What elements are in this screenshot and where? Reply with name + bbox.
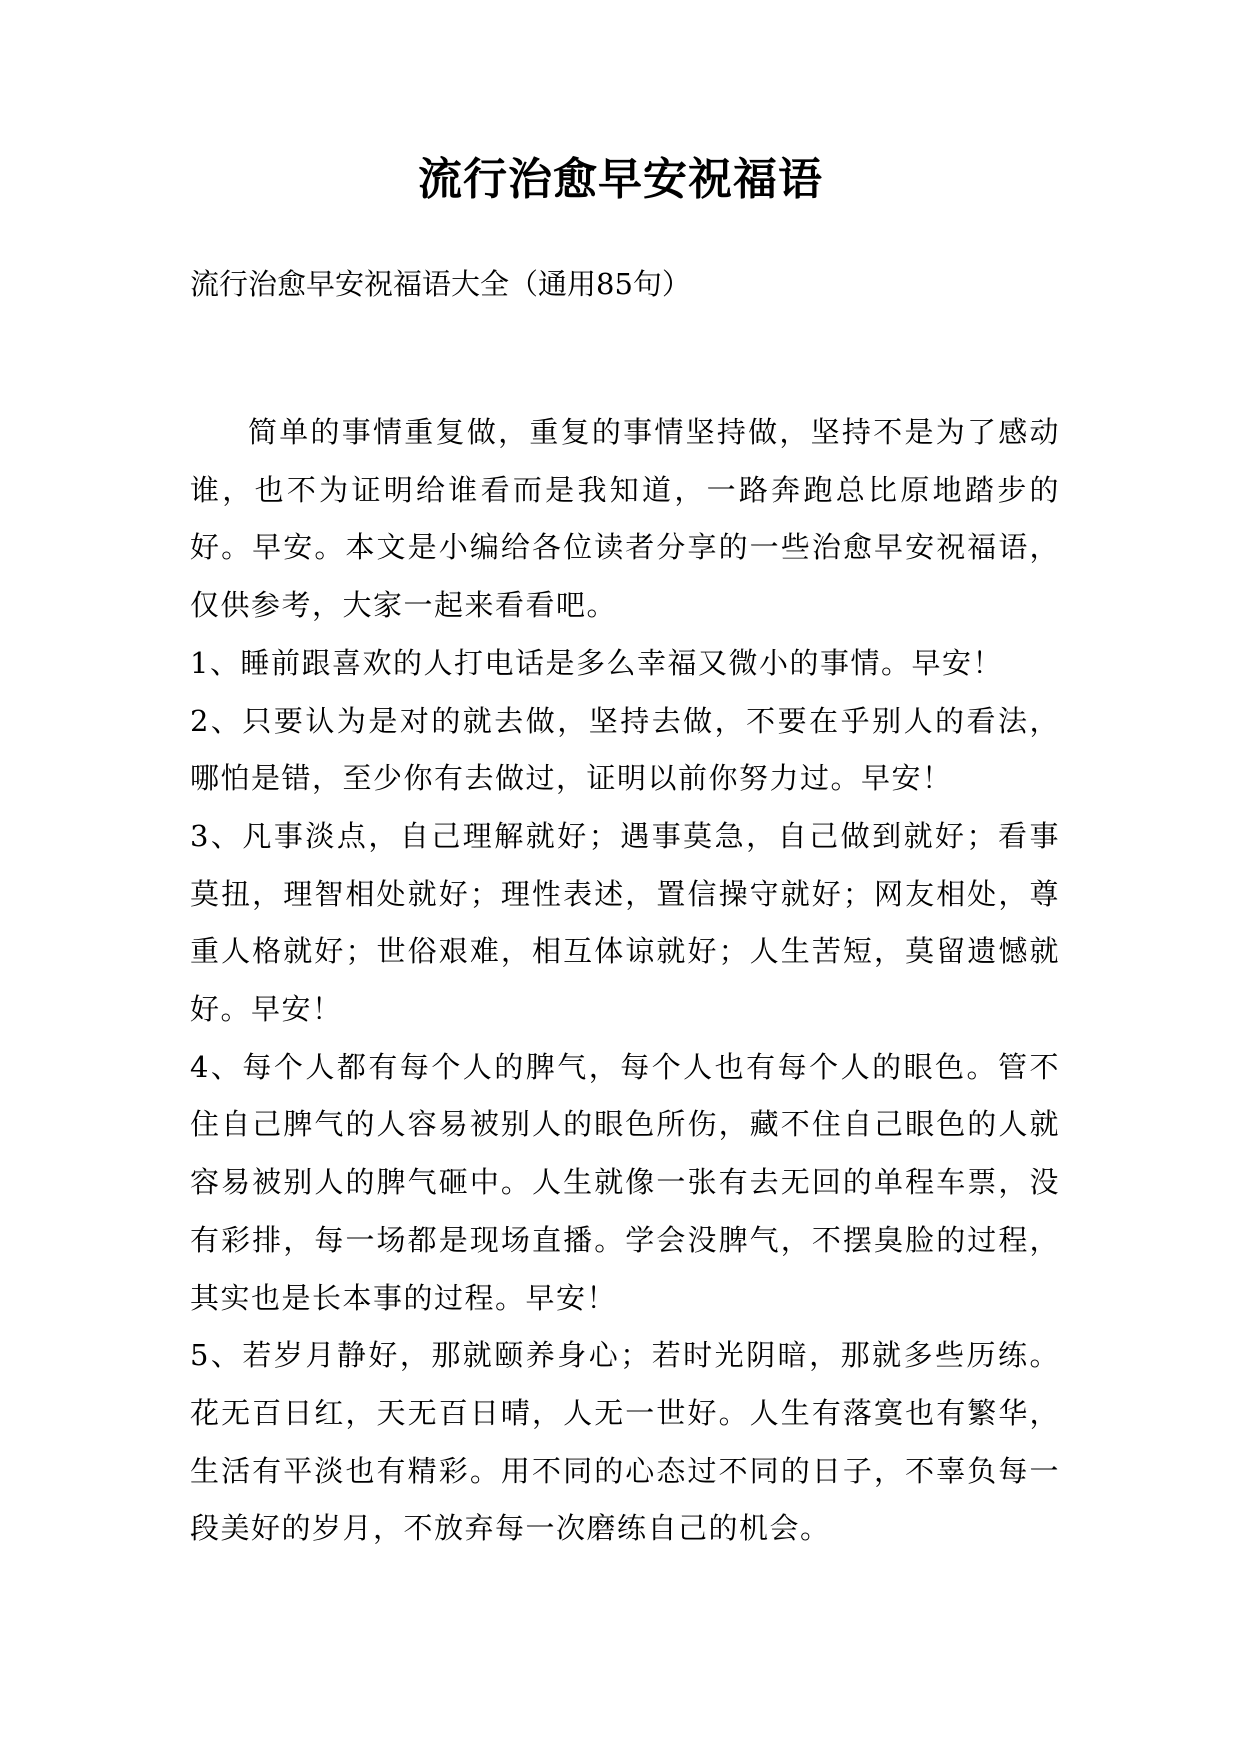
document-subtitle: 流行治愈早安祝福语大全（通用85句）: [190, 267, 691, 301]
document-body: [190, 404, 1060, 1558]
list-item: 1、睡前跟喜欢的人打电话是多么幸福又微小的事情。早安！: [190, 645, 1003, 680]
list-item: 5、若岁月静好，那就颐养身心；若时光阴暗，那就多些历练。花无百日红，天无百日晴，人无一世好。人生有落寞也有繁华，生活有平淡也有精彩。用不同的心态过不同的日子，不辜负每一段美好的岁月，不放弃每一次磨练自己的机会。: [190, 1338, 1060, 1546]
list-item: 4、每个人都有每个人的脾气，每个人也有每个人的眼色。管不住自己脾气的人容易被别人的眼色所伤，藏不住自己眼色的人就容易被别人的脾气砸中。人生就像一张有去无回的单程车票，没有彩排，每一场都是现场直播。学会没脾气，不摆臭脸的过程，其实也是长本事的过程。早安！: [190, 1049, 1060, 1315]
page-title: 流行治愈早安祝福语: [418, 154, 823, 205]
list-item: 3、凡事淡点，自己理解就好；遇事莫急，自己做到就好；看事莫扭，理智相处就好；理性表述，置信操守就好；网友相处，尊重人格就好；世俗艰难，相互体谅就好；人生苦短，莫留遗憾就好。早安！: [190, 818, 1060, 1027]
intro-paragraph: 简单的事情重复做，重复的事情坚持做，坚持不是为了感动谁，也不为证明给谁看而是我知道，一路奔跑总比原地踏步的好。早安。本文是小编给各位读者分享的一些治愈早安祝福语，仅供参考，大家一起来看看吧。: [190, 415, 1060, 623]
list-item: 2、只要认为是对的就去做，坚持去做，不要在乎别人的看法，哪怕是错，至少你有去做过，证明以前你努力过。早安！: [190, 703, 1060, 796]
